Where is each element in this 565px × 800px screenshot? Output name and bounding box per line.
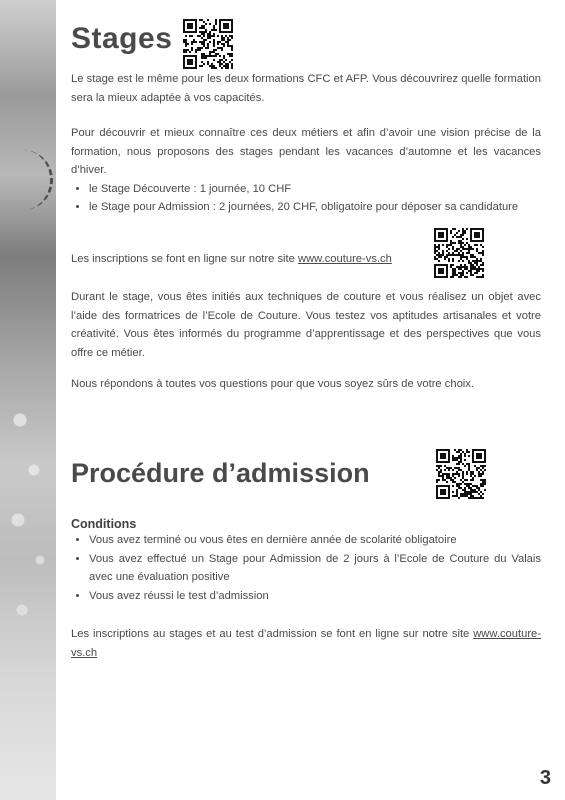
stages-details-paragraph	[71, 288, 541, 362]
admission-inscriptions	[71, 625, 541, 662]
website-link[interactable]: www.couture-vs.ch	[297, 253, 392, 265]
conditions-section	[71, 517, 541, 605]
inscriptions-text: Les inscriptions au stages et au test d’admission se font en ligne sur notre site	[71, 628, 474, 640]
stages-para1: Le stage est le même pour les deux formations CFC et AFP. Vous découvrirez quelle formation sera la mieux adaptée à vos capacités.	[71, 73, 541, 104]
qr-code-icon[interactable]	[434, 228, 484, 278]
admission-title: Procédure d’admission	[71, 458, 370, 488]
website-link[interactable]: www.couture-vs.ch	[71, 628, 541, 659]
stages-para2: Pour découvrir et mieux connaître ces deux métiers et afin d’avoir une vision précise de la formation, nous proposons des stages pendant les vacances d’automne et les vacances d’hiver.	[71, 127, 541, 176]
list-item: • Vous avez effectué un Stage pour Admission de 2 jours à l’Ecole de Couture du Valais avec une évaluation positive	[89, 550, 541, 587]
stages-title: Stages	[71, 22, 173, 55]
list-item: • le Stage pour Admission : 2 journées, 20 CHF, obligatoire pour déposer sa candidature	[89, 198, 541, 217]
qr-code-icon[interactable]	[183, 19, 233, 69]
list-item: • Vous avez réussi le test d’admission	[89, 587, 541, 606]
qr-code-icon[interactable]	[436, 449, 486, 499]
stages-questions-paragraph	[71, 375, 541, 394]
decorative-fabric-strip	[0, 0, 56, 800]
stages-intro-paragraph	[71, 70, 541, 107]
page-number: 3	[539, 767, 551, 789]
stages-para3: Durant le stage, vous êtes initiés aux techniques de couture et vous réalisez un objet avec l’aide des formatrices de l’Ecole de Couture. Vous testez vos aptitudes artisanales et votre créativité. Vous êtes informés du programme d’apprentissage et des perspectives que vous offre ce métier.	[71, 291, 541, 359]
conditions-heading: Conditions	[71, 517, 137, 531]
list-item: • le Stage Découverte : 1 journée, 10 CHF	[89, 180, 541, 199]
stitch-decoration	[4, 150, 53, 210]
stages-para4: Nous répondons à toutes vos questions pour que vous soyez sûrs de votre choix.	[71, 378, 474, 390]
list-item: • Vous avez terminé ou vous êtes en dernière année de scolarité obligatoire	[89, 531, 541, 550]
stages-list	[71, 180, 541, 217]
inscriptions-text: Les inscriptions se font en ligne sur notre site	[71, 253, 298, 265]
stages-description	[71, 124, 541, 217]
conditions-list	[71, 531, 541, 605]
